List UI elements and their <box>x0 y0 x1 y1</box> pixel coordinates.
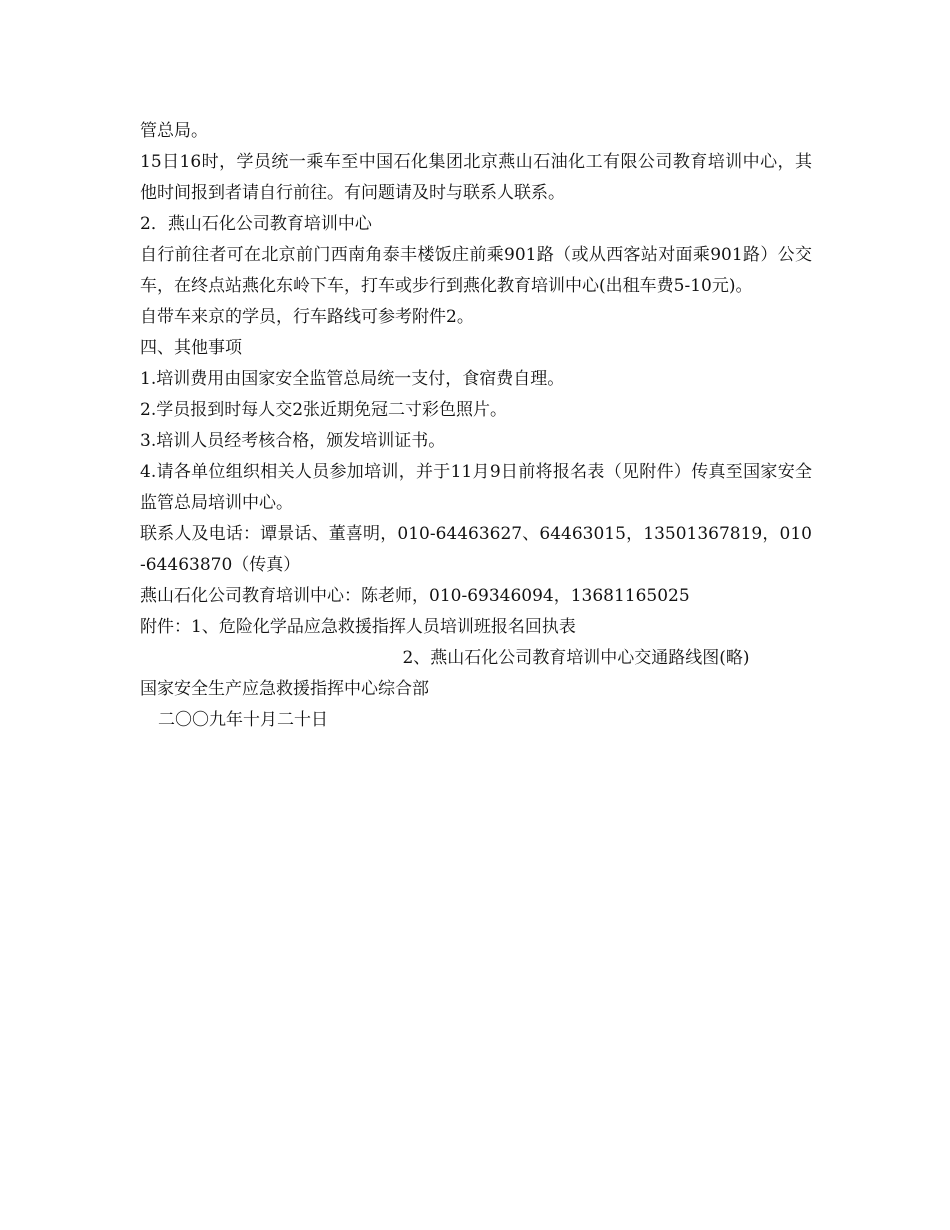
attachment-1: 附件：1、危险化学品应急救援指挥人员培训班报名回执表 <box>140 617 576 637</box>
section-heading-training-center: 2．燕山石化公司教育培训中心 <box>140 214 372 234</box>
paragraph-continuation: 管总局。 <box>140 121 208 141</box>
paragraph-contacts: 联系人及电话：谭景话、董喜明，010-64463627、64463015，13501367819，010-64463870（传真） <box>140 524 812 575</box>
paragraph-directions: 自行前往者可在北京前门西南角泰丰楼饭庄前乘901路（或从西客站对面乘901路）公交车，在终点站燕化东岭下车，打车或步行到燕化教育培训中心(出租车费5-10元)。 <box>140 245 812 296</box>
list-item-registration: 4.请各单位组织相关人员参加培训，并于11月9日前将报名表（见附件）传真至国家安全监管总局培训中心。 <box>140 462 812 513</box>
paragraph-training-center-contact: 燕山石化公司教育培训中心：陈老师，010-69346094，13681165025 <box>140 586 690 606</box>
paragraph-arrival-bus: 15日16时，学员统一乘车至中国石化集团北京燕山石油化工有限公司教育培训中心，其他时间报到者请自行前往。有问题请及时与联系人联系。 <box>140 152 812 203</box>
attachment-2: 2、燕山石化公司教育培训中心交通路线图(略) <box>402 648 750 668</box>
list-item-photos: 2.学员报到时每人交2张近期免冠二寸彩色照片。 <box>140 400 508 420</box>
paragraph-self-drive: 自带车来京的学员，行车路线可参考附件2。 <box>140 307 474 327</box>
section-heading-other-matters: 四、其他事项 <box>140 338 242 358</box>
list-item-fees: 1.培训费用由国家安全监管总局统一支付，食宿费自理。 <box>140 369 565 389</box>
document-body <box>140 116 812 736</box>
list-item-certificate: 3.培训人员经考核合格，颁发培训证书。 <box>140 431 446 451</box>
issuing-department: 国家安全生产应急救援指挥中心综合部 <box>140 679 429 699</box>
issue-date: 二〇〇九年十月二十日 <box>158 710 328 730</box>
